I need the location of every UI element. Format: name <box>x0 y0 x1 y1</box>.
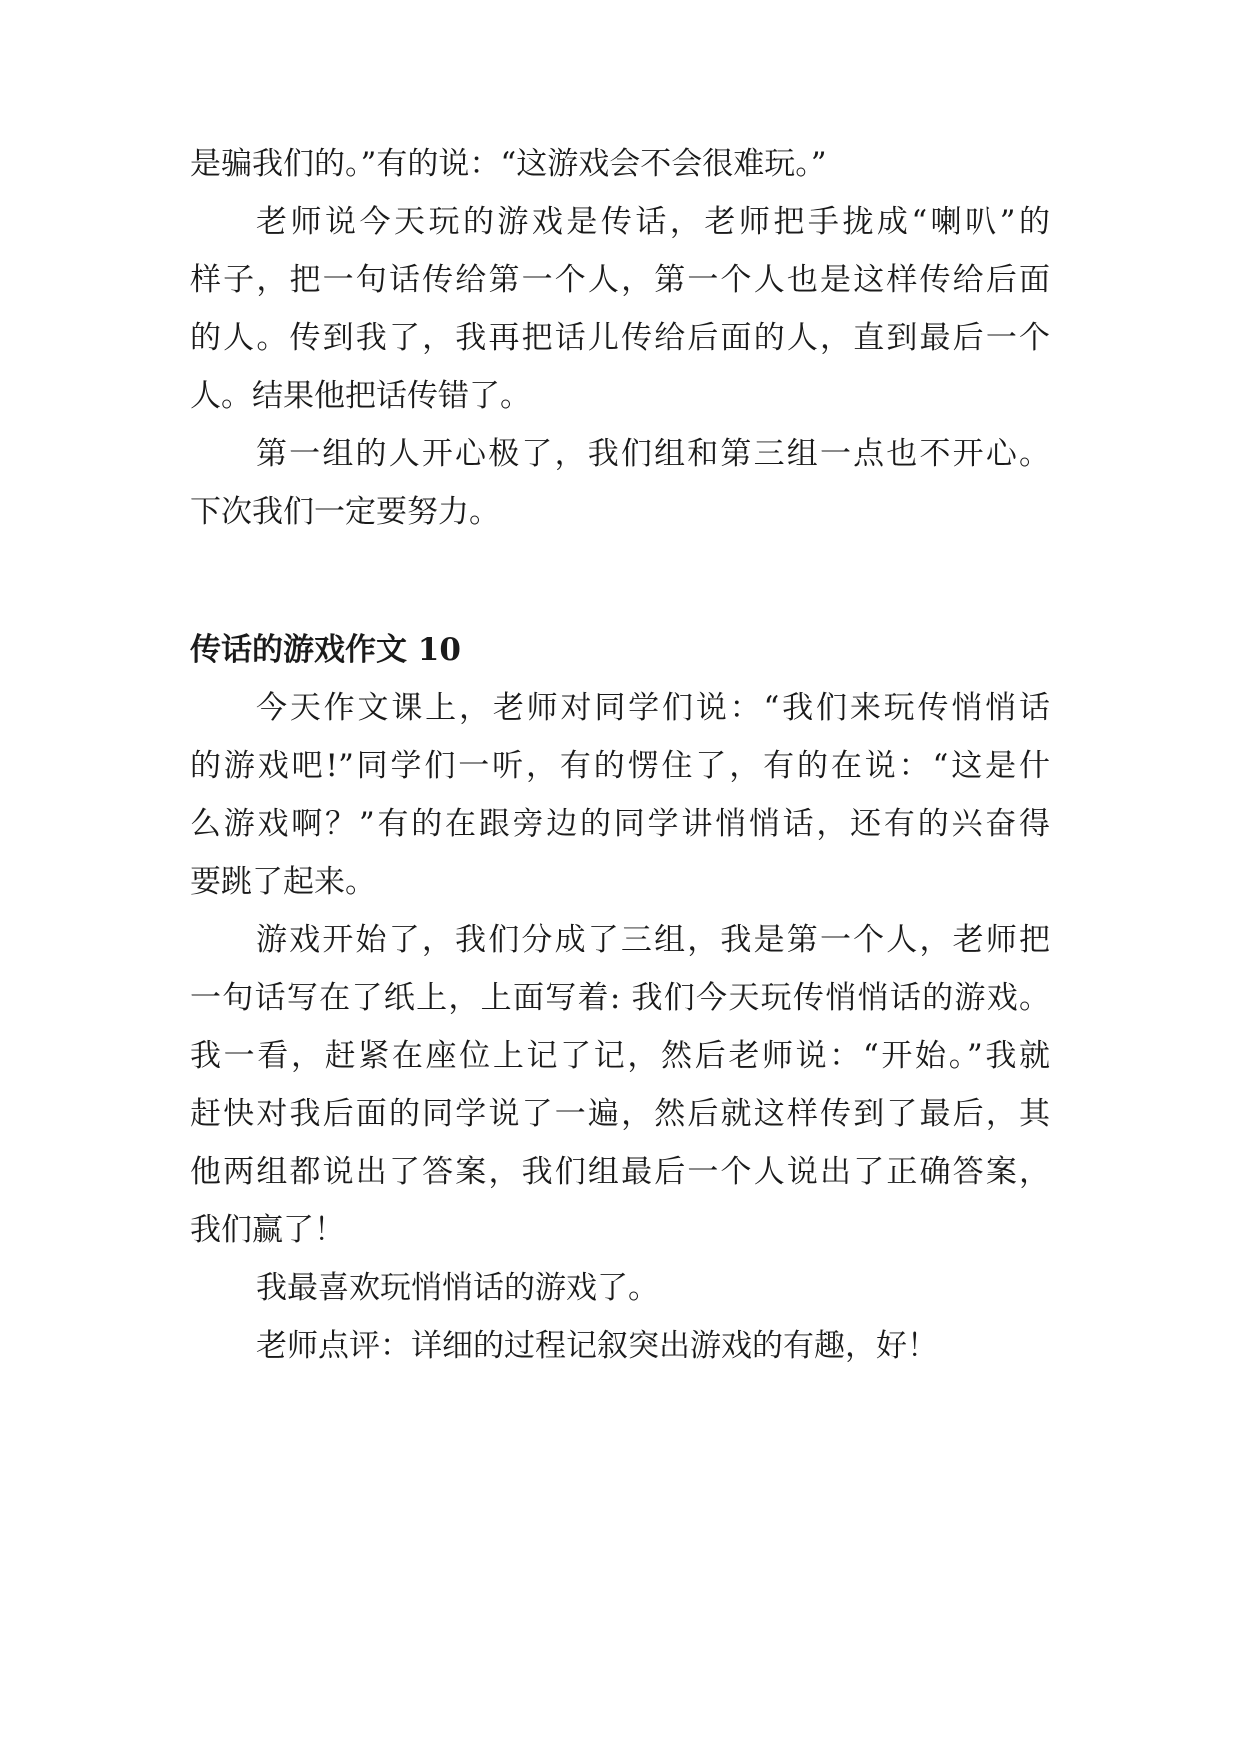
text-line: 么游戏啊？”有的在跟旁边的同学讲悄悄话，还有的兴奋得 <box>190 806 1050 842</box>
teacher-comment <box>190 1317 1050 1375</box>
essay-title: 传话的游戏作文 10 <box>190 632 461 668</box>
text-line: 人。结果他把话传错了。 <box>190 378 531 414</box>
text-line: 的游戏吧!”同学们一听，有的愣住了，有的在说：“这是什 <box>190 748 1050 784</box>
text-line: 我们赢了！ <box>190 1212 345 1248</box>
paragraph <box>190 911 1050 1259</box>
text-line: 我最喜欢玩悄悄话的游戏了。 <box>256 1270 659 1306</box>
text-line: 样子，把一句话传给第一个人，第一个人也是这样传给后面 <box>190 262 1050 298</box>
text-line: 第一组的人开心极了，我们组和第三组一点也不开心。 <box>256 436 1050 472</box>
text-line: 的人。传到我了，我再把话儿传给后面的人，直到最后一个 <box>190 320 1050 356</box>
text-line: 老师说今天玩的游戏是传话，老师把手拢成“喇叭”的 <box>256 204 1050 240</box>
text-line: 下次我们一定要努力。 <box>190 494 500 530</box>
paragraph <box>190 679 1050 911</box>
paragraph <box>190 135 1050 193</box>
paragraph <box>190 193 1050 425</box>
text-line: 老师点评：详细的过程记叙突出游戏的有趣，好！ <box>256 1328 938 1364</box>
text-line: 赶快对我后面的同学说了一遍，然后就这样传到了最后，其 <box>190 1096 1050 1132</box>
text-line: 是骗我们的。”有的说：“这游戏会不会很难玩。” <box>190 146 827 182</box>
text-line: 我一看，赶紧在座位上记了记，然后老师说：“开始。”我就 <box>190 1038 1050 1074</box>
text-line: 游戏开始了，我们分成了三组，我是第一个人，老师把 <box>256 922 1050 958</box>
text-line: 要跳了起来。 <box>190 864 376 900</box>
paragraph <box>190 1259 1050 1317</box>
paragraph <box>190 425 1050 541</box>
text-line: 他两组都说出了答案，我们组最后一个人说出了正确答案， <box>190 1154 1050 1190</box>
text-line: 一句话写在了纸上，上面写着: 我们今天玩传悄悄话的游戏。 <box>190 980 1050 1016</box>
essay-10 <box>190 621 1050 1375</box>
previous-essay-continuation <box>190 135 1050 541</box>
text-line: 今天作文课上，老师对同学们说：“我们来玩传悄悄话 <box>256 690 1050 726</box>
